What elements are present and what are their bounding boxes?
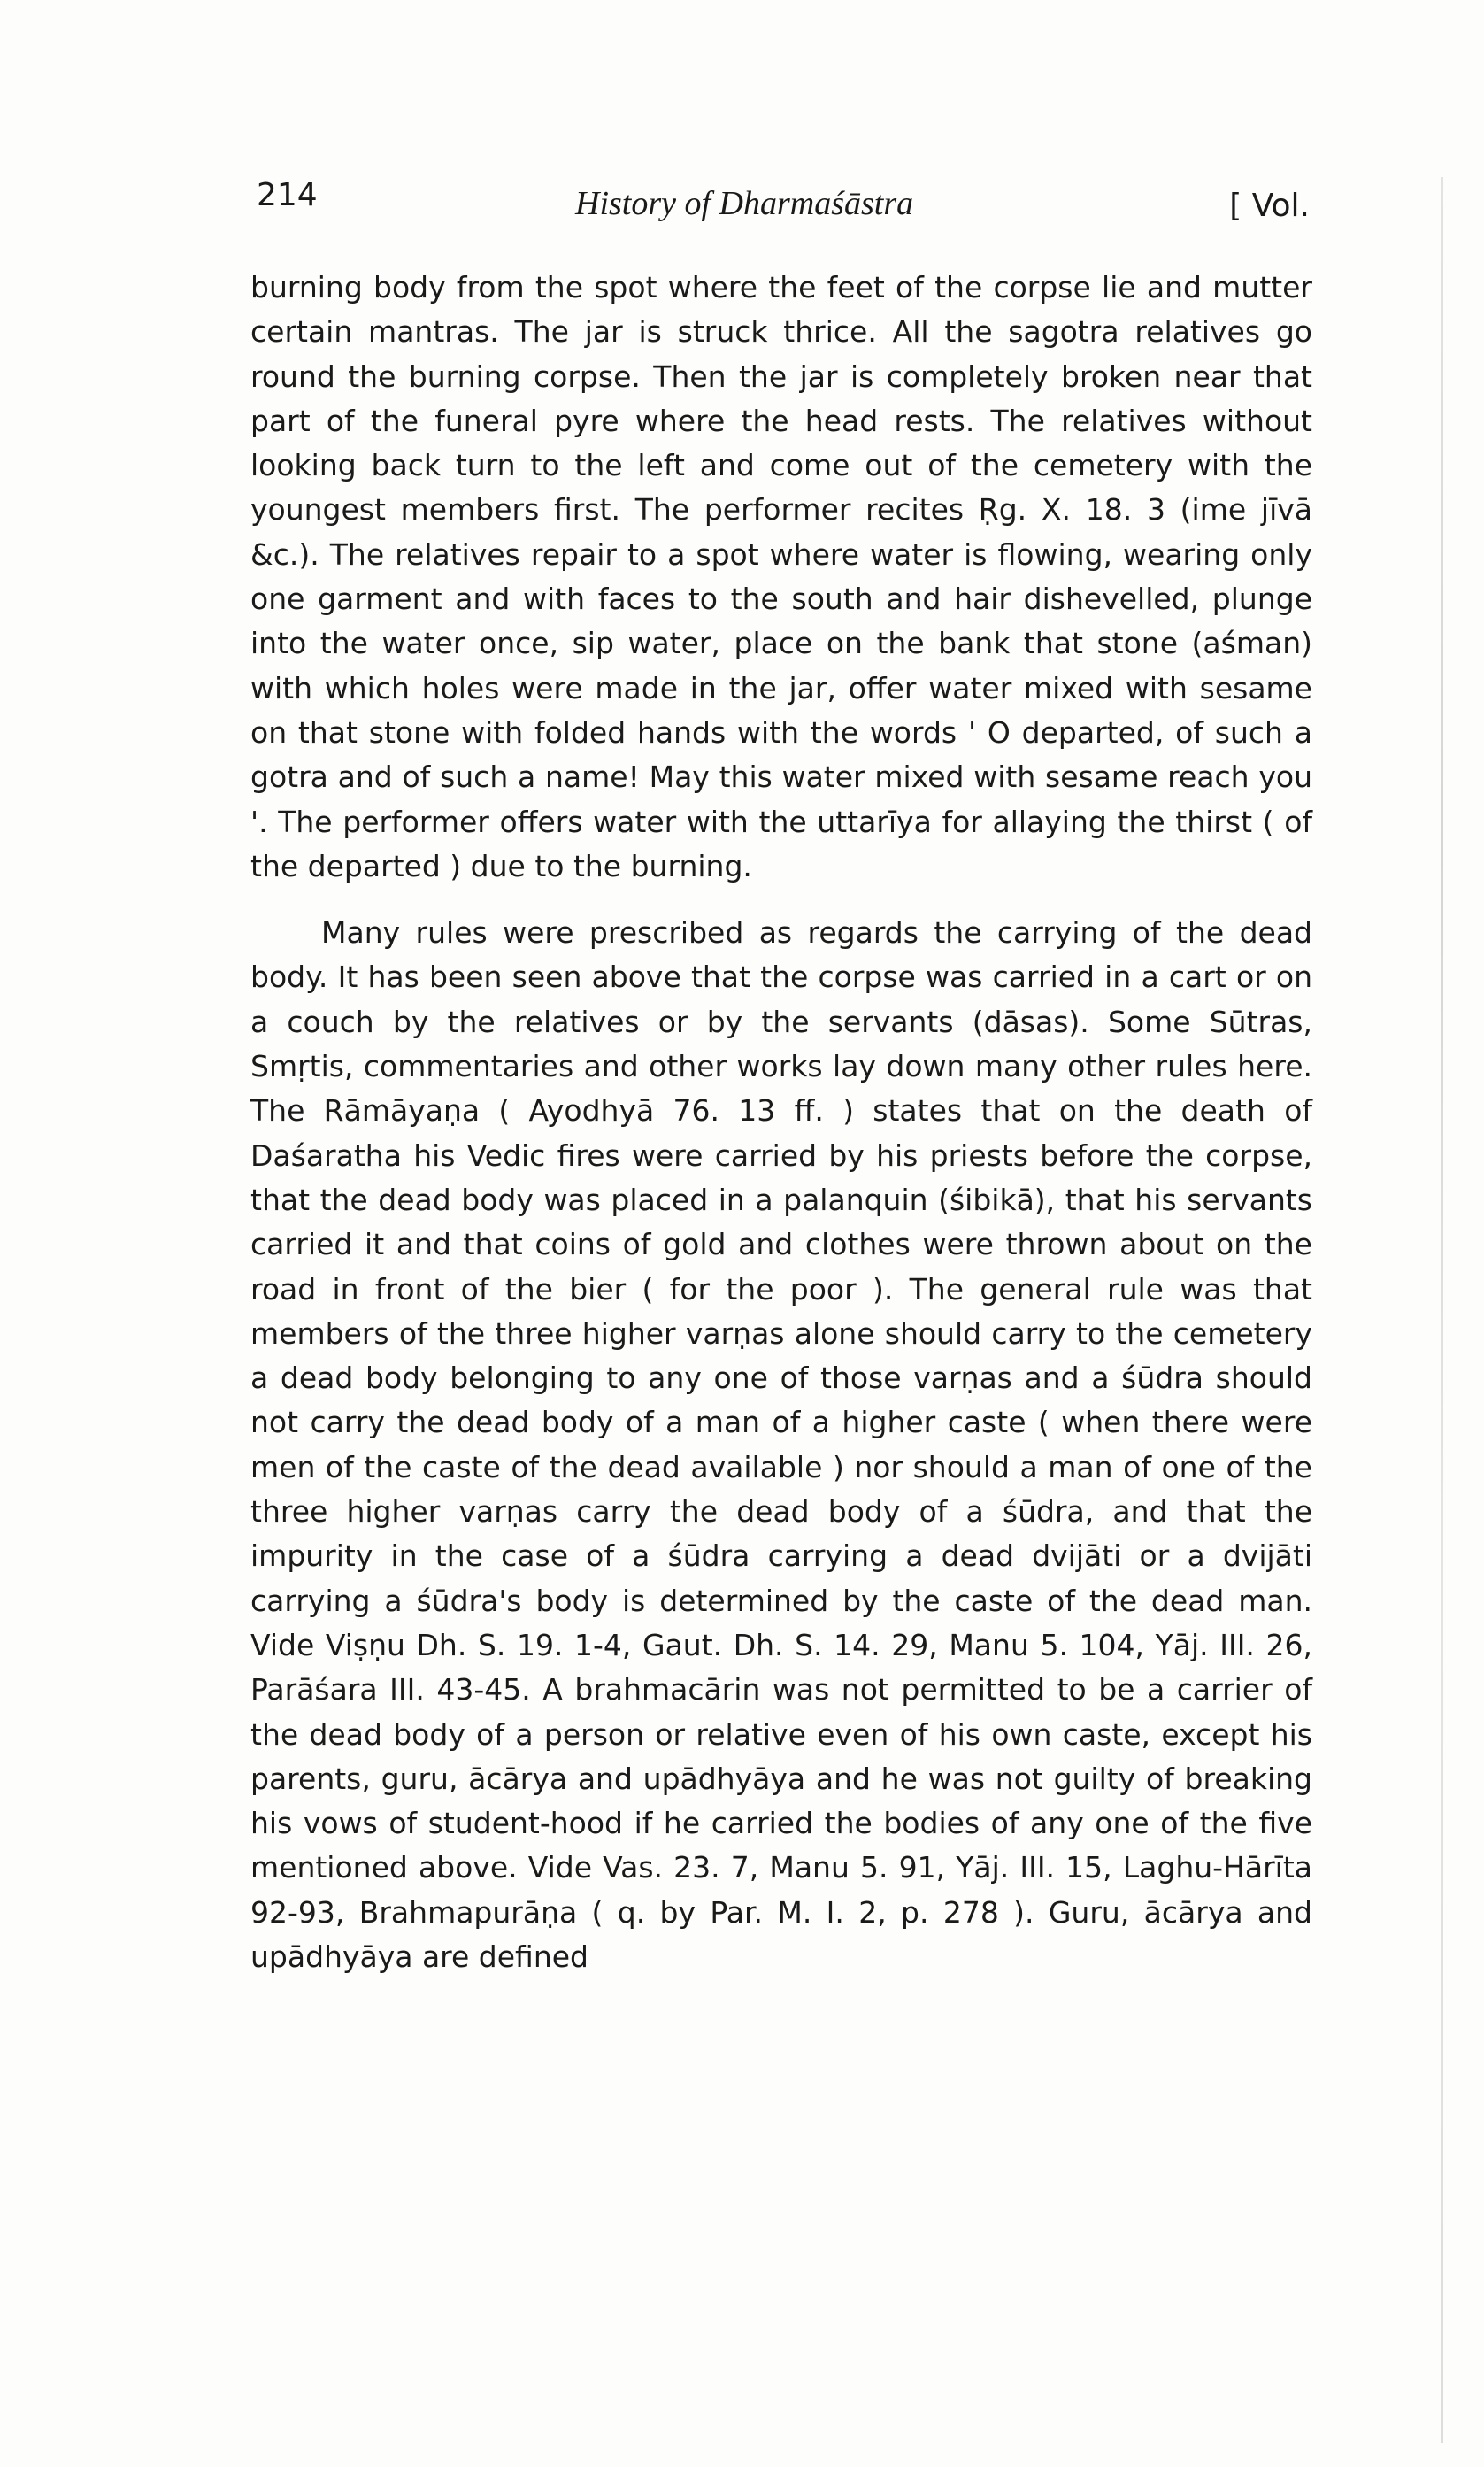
paragraph-1: burning body from the spot where the feet of the corpse lie and mutter certain mantras. The jar is struck thrice. All the sagotra relatives go round the burning corpse. Then the jar is completely broken near that part of the funeral pyre where the head rests. The relatives without looking back turn to the left and come out of the cemetery with the youngest members first. The performer recites Ṛg. X. 18. 3 (ime jīvā &c.). The relatives repair to a spot where water is flowing, wearing only one garment and with faces to the south and hair dishevelled, plunge into the water once, sip water, place on the bank that stone (aśman) with which holes were made in the jar, offer water mixed with sesame on that stone with folded hands with the words ' O departed, of such a gotra and of such a name! May this water mixed with sesame reach you '. The performer offers water with the uttarīya for allaying the thirst ( of the departed ) due to the burning. <box>250 270 1312 883</box>
running-title: History of Dharmaśāstra <box>575 185 914 222</box>
volume-mark: [ Vol. <box>1229 188 1310 224</box>
binding-edge-shadow <box>1441 177 1443 2443</box>
page-number: 214 <box>257 177 318 213</box>
paragraph-2: Many rules were prescribed as regards the carrying of the dead body. It has been seen above that the corpse was carried in a cart or on a couch by the relatives or by the servants (dāsas). Some Sūtras, Smṛtis, commentaries and other works lay down many other rules here. The Rāmāyaṇa ( Ayodhyā 76. 13 ff. ) states that on the death of Daśaratha his Vedic fires were carried by his priests before the corpse, that the dead body was placed in a palanquin (śibikā), that his servants carried it and that coins of gold and clothes were thrown about on the road in front of the bier ( for the poor ). The general rule was that members of the three higher varṇas alone should carry to the cemetery a dead body belonging to any one of those varṇas and a śūdra should not carry the dead body of a man of a higher caste ( when there were men of the caste of the dead available ) nor should a man of one of the three higher varṇas carry the dead body of a śūdra, and that the impurity in the case of a śūdra carrying a dead dvijāti or a dvijāti carrying a śūdra's body is determined by the caste of the dead man. Vide Viṣṇu Dh. S. 19. 1-4, Gaut. Dh. S. 14. 29, Manu 5. 104, Yāj. III. 26, Parāśara III. 43-45. A brahmacārin was not permitted to be a carrier of the dead body of a person or relative even of his own caste, except his parents, guru, ācārya and upādhyāya and he was not guilty of breaking his vows of student-hood if he carried the bodies of any one of the five mentioned above. Vide Vas. 23. 7, Manu 5. 91, Yāj. III. 15, Laghu-Hārīta 92-93, Brahmapurāṇa ( q. by Par. M. I. 2, p. 278 ). Guru, ācārya and upādhyāya are defined <box>250 915 1312 1974</box>
page-header <box>257 177 1310 230</box>
body-text <box>250 266 1312 1979</box>
